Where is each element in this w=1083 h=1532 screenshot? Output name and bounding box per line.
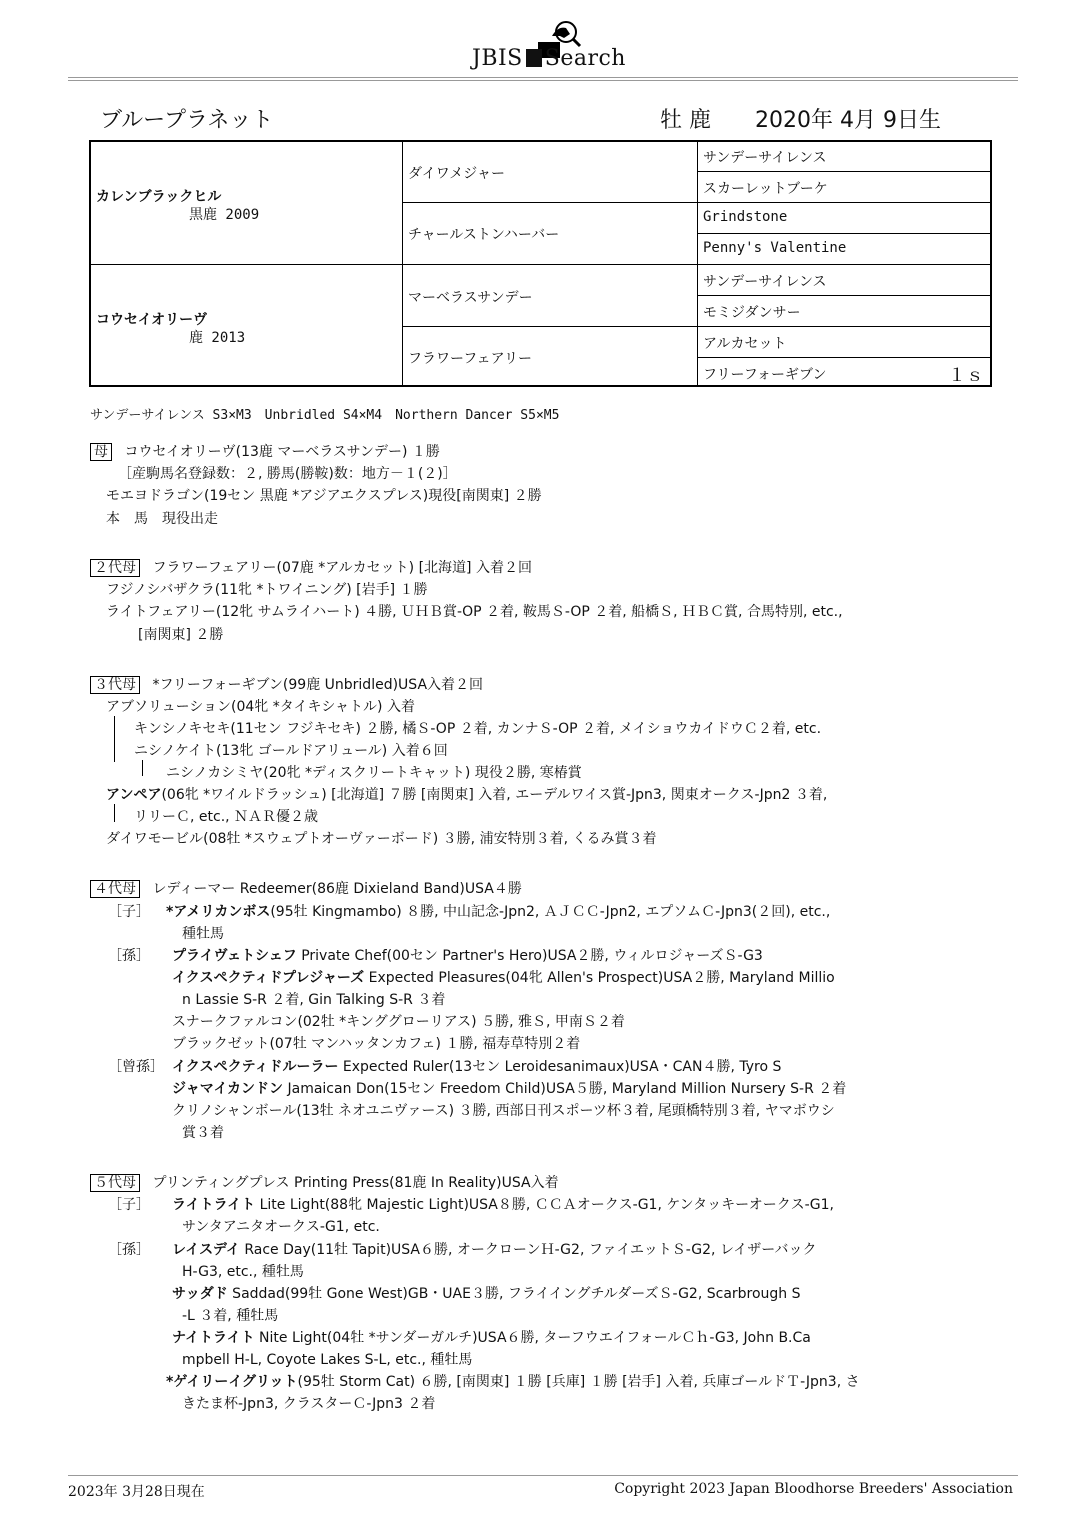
pedigree-dsd: モミジダンサー [703, 305, 801, 321]
pedigree-ddd-mark: １ｓ [948, 365, 984, 386]
horse-name-bold: *アメリカンボス [166, 904, 271, 920]
family-line: きたま杯-Jpn3, クラスターＣ-Jpn3 ２着 [182, 1396, 436, 1412]
footer-date: 2023年 3月28日現在 [68, 1484, 205, 1500]
generation-label: ［曾孫］ [108, 1059, 164, 1075]
family-line-detail: (95牡 Storm Cat) ６勝, [南関東] １勝 [兵庫] １勝 [岩手] 入着, 兵庫ゴールドＴ-Jpn3, さ [297, 1374, 860, 1390]
family-line-detail: (06牝 *ワイルドラッシュ) [北海道] ７勝 [南関東] 入着, エーデルワイス賞-Jpn3, 関東オークス-Jpn2 ３着, [161, 787, 828, 803]
generation-label: ［孫］ [108, 1242, 150, 1258]
pedigree-ds: マーベラスサンデー [408, 290, 533, 306]
horse-name-bold: ナイトライト [172, 1330, 255, 1346]
sire-info: 黒鹿 2009 [189, 207, 260, 223]
family-line-detail: Race Day(11牡 Tapit)USA６勝, オークローンＨ-G2, ファイエットＳ-G2, レイザーバック [239, 1242, 817, 1258]
pedigree-dds: アルカセット [703, 336, 787, 352]
horse-name-bold: ライトライト [172, 1197, 256, 1213]
logo-text: JBIS Search [472, 46, 626, 71]
tree-line [114, 804, 115, 822]
family-line: コウセイオリーヴ(13鹿 マーベラスサンデー) １勝 [124, 444, 440, 460]
family-line [172, 1239, 817, 1259]
horse-name-bold: ジャマイカンドン [172, 1081, 284, 1097]
family-line: モエヨドラゴン(19セン 黒鹿 *アジアエクスプレス)現役[南関東] ２勝 [106, 488, 542, 504]
pedigree-sdd: Penny's Valentine [703, 240, 847, 256]
family-line: キンシノキセキ(11セン フジキセキ) ２勝, 橘Ｓ-OP ２着, カンナＳ-OP ２着, メイショウカイドウＣ２着, etc. [134, 721, 822, 737]
pedigree-sd: チャールストンハーバー [408, 227, 560, 243]
section-5th-dam [90, 1172, 559, 1192]
family-line: n Lassie S-R ２着, Gin Talking S-R ３着 [182, 992, 446, 1008]
family-line-detail: Nite Light(04牡 *サンダーガルチ)USA６勝, ターフウエイフォールＣｈ-G3, John B.Ca [254, 1330, 811, 1346]
pedigree-ddd: フリーフォーギブン [703, 367, 827, 383]
family-line [172, 967, 835, 987]
family-line-detail: Lite Light(88牝 Majestic Light)USA８勝, ＣＣＡオークス-G1, ケンタッキーオークス-G1, [255, 1197, 834, 1213]
jbis-logo [470, 18, 640, 74]
dam-name: コウセイオリーヴ [96, 312, 208, 328]
header-rule [68, 77, 1018, 78]
family-line: 賞３着 [182, 1125, 224, 1141]
family-line: フラワーフェアリー(07鹿 *アルカセット) [北海道] 入着２回 [152, 560, 532, 576]
family-line [106, 784, 827, 804]
sex-color: 牡 鹿 [660, 108, 711, 133]
sire-name: カレンブラックヒル [96, 189, 222, 205]
family-line: *フリーフォーギブン(99鹿 Unbridled)USA入着２回 [152, 677, 484, 693]
section-tag: ３代母 [90, 676, 140, 694]
pedigree-dss: サンデーサイレンス [703, 274, 827, 290]
generation-label: ［子］ [108, 1197, 150, 1213]
family-line: ［産駒馬名登録数：２, 勝馬(勝鞍)数：地方－１(２)］ [118, 466, 457, 482]
section-tag: ２代母 [90, 559, 140, 577]
generation-label: ［孫］ [108, 948, 150, 964]
family-line: [南関東] ２勝 [138, 627, 224, 643]
horse-name-bold: サッダド [172, 1286, 228, 1302]
pedigree-sds: Grindstone [703, 209, 788, 225]
horse-name: ブループラネット [100, 108, 274, 133]
family-line: プリンティングプレス Printing Press(81鹿 In Reality)USA入着 [152, 1175, 559, 1191]
family-line: アブソリューション(04牝 *タイキシャトル) 入着 [106, 699, 415, 715]
family-line [172, 1078, 846, 1098]
birth-date: 2020年 4月 9日生 [755, 108, 941, 133]
horse-name-bold: イクスペクティドルーラー [172, 1059, 339, 1075]
generation-label: ［子］ [108, 904, 150, 920]
section-tag: 母 [90, 443, 112, 461]
family-line: 本 馬 現役出走 [106, 511, 218, 527]
family-line [172, 1283, 801, 1303]
family-line-detail: Private Chef(00セン Partner's Hero)USA２勝, ウィルロジャーズＳ-G3 [296, 948, 763, 964]
pedigree-ssd: スカーレットブーケ [703, 181, 828, 197]
family-line [166, 901, 830, 921]
family-line-detail: Jamaican Don(15セン Freedom Child)USA５勝, Maryland Million Nursery S-R ２着 [283, 1081, 847, 1097]
pedigree-sss: サンデーサイレンス [703, 150, 827, 166]
family-line: H-G3, etc., 種牡馬 [182, 1264, 304, 1280]
footer-copyright: Copyright 2023 Japan Bloodhorse Breeders' Association [614, 1481, 1013, 1497]
inbreeding-line: サンデーサイレンス S3×M3 Unbridled S4×M4 Northern Dancer S5×M5 [90, 408, 560, 423]
horse-name-bold: *ゲイリーイグリット [166, 1374, 298, 1390]
family-line-detail: Expected Pleasures(04牝 Allen's Prospect)USA２勝, Maryland Millio [364, 970, 835, 986]
horse-name-bold: アンペア [106, 787, 162, 803]
family-line: ブラックゼット(07牡 マンハッタンカフェ) １勝, 福寿草特別２着 [172, 1036, 581, 1052]
section-tag: ５代母 [90, 1174, 140, 1192]
tree-line [142, 760, 143, 776]
family-line: クリノシャンボール(13牡 ネオユニヴァース) ３勝, 西部日刊スポーツ杯３着, 尾頭橋特別３着, ヤマボウシ [172, 1103, 835, 1119]
family-line: スナークファルコン(02牡 *キンググローリアス) ５勝, 雅Ｓ, 甲南Ｓ２着 [172, 1014, 625, 1030]
family-line-detail: Expected Ruler(13セン Leroidesanimaux)USA・CAN４勝, Tyro S [338, 1059, 782, 1075]
family-line: ニシノカシミヤ(20牝 *ディスクリートキャット) 現役２勝, 寒椿賞 [166, 765, 582, 781]
family-line [172, 1194, 834, 1214]
section-tag: ４代母 [90, 880, 140, 898]
section-dam [90, 441, 440, 461]
family-line: レディーマー Redeemer(86鹿 Dixieland Band)USA４勝 [152, 881, 522, 897]
family-line: -L ３着, 種牡馬 [182, 1308, 279, 1324]
footer-rule [68, 1475, 1018, 1476]
section-4th-dam [90, 878, 522, 898]
family-line [166, 1371, 860, 1391]
family-line: リリーＣ, etc., ＮＡＲ優２歳 [134, 809, 319, 825]
family-line: mpbell H-L, Coyote Lakes S-L, etc., 種牡馬 [182, 1352, 473, 1368]
tree-line [114, 716, 115, 762]
family-line: ニシノケイト(13牝 ゴールドアリュール) 入着６回 [134, 743, 448, 759]
family-line [172, 1056, 781, 1076]
section-2nd-dam [90, 557, 532, 577]
pedigree-ss: ダイワメジャー [408, 166, 506, 182]
family-line: ライトフェアリー(12牝 サムライハート) ４勝, ＵＨＢ賞-OP ２着, 鞍馬Ｓ-OP ２着, 船橋Ｓ, ＨＢＣ賞, 合馬特別, etc., [106, 604, 843, 620]
horse-name-bold: レイスデイ [172, 1242, 240, 1258]
horse-name-bold: プライヴェトシェフ [172, 948, 297, 964]
pedigree-dd: フラワーフェアリー [408, 351, 533, 367]
horse-info [660, 103, 941, 134]
family-line-detail: (95牡 Kingmambo) ８勝, 中山記念-Jpn2, ＡＪＣＣ-Jpn2, エプソムＣ-Jpn3(２回), etc., [270, 904, 831, 920]
family-line: サンタアニタオークス-G1, etc. [182, 1219, 380, 1235]
family-line: 種牡馬 [182, 926, 224, 942]
section-3rd-dam [90, 674, 483, 694]
family-line: ダイワモービル(08牡 *スウェプトオーヴァーボード) ３勝, 浦安特別３着, くるみ賞３着 [106, 831, 657, 847]
horse-name-bold: イクスペクティドプレジャーズ [172, 970, 365, 986]
header-rule-2 [68, 80, 1018, 81]
dam-info: 鹿 2013 [189, 330, 246, 346]
pedigree-table [89, 140, 992, 387]
family-line [172, 945, 763, 965]
family-line-detail: Saddad(99牡 Gone West)GB・UAE３勝, フライイングチルダーズＳ-G2, Scarbrough S [227, 1286, 801, 1302]
family-line: フジノシバザクラ(11牝 *トワイニング) [岩手] １勝 [106, 582, 428, 598]
family-line [172, 1327, 811, 1347]
